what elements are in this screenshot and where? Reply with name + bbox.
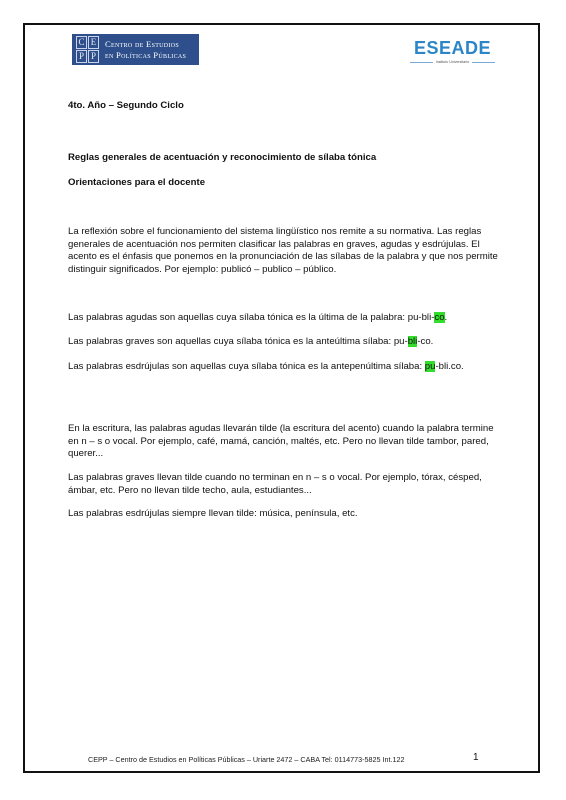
esdrujulas-definition — [68, 361, 500, 374]
cepp-letter: C — [76, 36, 87, 49]
tonic-syllable-highlight: co — [434, 312, 445, 323]
cepp-logo — [72, 34, 199, 65]
definition-text: Las palabras agudas son aquellas cuya sílaba tónica es la última de la palabra: pu-bli- — [68, 312, 435, 323]
cepp-letter: P — [88, 50, 99, 63]
cepp-letter: P — [76, 50, 87, 63]
definition-text: . — [444, 312, 448, 323]
document-title: Reglas generales de acentuación y reconocimiento de sílaba tónica — [68, 152, 377, 163]
graves-definition — [68, 336, 500, 349]
tonic-syllable-highlight: bli — [407, 336, 418, 347]
cepp-monogram — [76, 36, 99, 63]
footer-text: CEPP – Centro de Estudios en Políticas Públicas – Uriarte 2472 – CABA Tel: 0114773-5825 Int.122 — [88, 755, 405, 764]
cepp-name-line1: Centro de Estudios — [105, 38, 180, 49]
cepp-name-line2: en Políticas Públicas — [105, 49, 187, 60]
page-border — [23, 23, 540, 773]
cepp-letter: E — [88, 36, 99, 49]
document-subtitle: Orientaciones para el docente — [68, 177, 206, 188]
cepp-name — [105, 39, 186, 61]
definition-text: Las palabras graves son aquellas cuya sílaba tónica es la anteúltima sílaba: pu- — [68, 336, 408, 347]
definition-text: -bli.co. — [435, 361, 464, 372]
esede-wordmark: ESEADE — [413, 38, 492, 58]
esede-tagline: Instituto Universitario — [435, 60, 470, 64]
divider — [410, 62, 433, 63]
course-heading: 4to. Año – Segundo Ciclo — [68, 100, 184, 111]
rule-agudas: En la escritura, las palabras agudas llevarán tilde (la escritura del acento) cuando la palabra termine en n – s o vocal. Por ejemplo, café, mamá, canción, maltés, etc. Pero no llevan tilde tambor, pared, querer... — [68, 423, 494, 460]
definition-text: -co. — [417, 336, 434, 347]
tonic-syllable-highlight: pu — [424, 361, 436, 372]
intro-paragraph: La reflexión sobre el funcionamiento del sistema lingüístico nos remite a su normativa. Las reglas generales de acentuación nos permiten clasificar las palabras en graves, agudas y esdrújulas. El acento es el énfasis que ponemos en la pronunciación de las sílabas de la palabra y que nos permite distinguir significados. Por ejemplo: publicó – publico – público. — [68, 226, 498, 275]
rule-esdrujulas: Las palabras esdrújulas siempre llevan tilde: música, península, etc. — [68, 508, 358, 519]
esede-tagline-row — [410, 60, 495, 64]
agudas-definition — [68, 312, 500, 325]
esede-logo — [410, 38, 495, 68]
divider — [472, 62, 495, 63]
page-number: 1 — [473, 752, 479, 763]
rule-graves: Las palabras graves llevan tilde cuando no terminan en n – s o vocal. Por ejemplo, tórax, césped, ámbar, etc. Pero no llevan tilde techo, aula, estudiantes... — [68, 472, 482, 496]
definition-text: Las palabras esdrújulas son aquellas cuya sílaba tónica es la antepenúltima sílaba: — [68, 361, 425, 372]
